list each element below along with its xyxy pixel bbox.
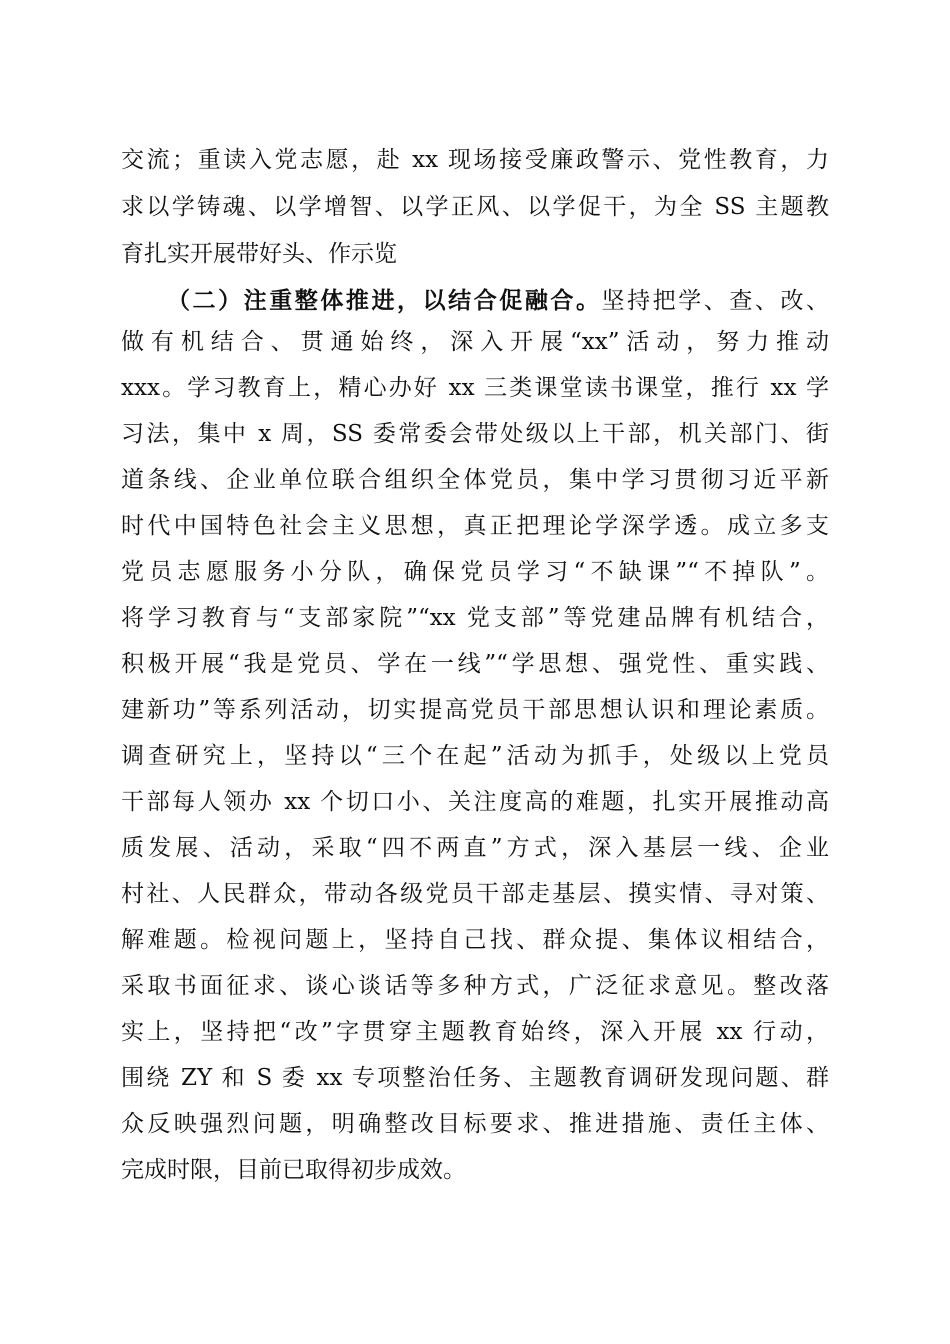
paragraph-2-line: 做有机结合、贯通始终，深入开展“xx”活动，努力推动 <box>121 329 829 355</box>
paragraph-2-line: xxx。学习教育上，精心办好 xx 三类课堂读书课堂，推行 xx 学 <box>121 375 829 401</box>
paragraph-2-line: 习法，集中 x 周，SS 委常委会带处级以上干部，机关部门、街 <box>121 421 829 447</box>
paragraph-2-line: 党员志愿服务小分队，确保党员学习“不缺课”“不掉队”。 <box>121 559 829 585</box>
paragraph-2-line-last: 完成时限，目前已取得初步成效。 <box>121 1157 466 1183</box>
paragraph-2-line: 道条线、企业单位联合组织全体党员，集中学习贯彻习近平新 <box>121 467 829 493</box>
section-heading: （二）注重整体推进，以结合促融合。 <box>167 287 602 314</box>
paragraph-2-line: 众反映强烈问题，明确整改目标要求、推进措施、责任主体、 <box>121 1111 829 1137</box>
section-heading-rest: 坚持把学、查、改、 <box>601 288 830 314</box>
paragraph-2-line: 质发展、活动，采取“四不两直”方式，深入基层一线、企业 <box>121 835 829 861</box>
paragraph-1-line-1: 交流；重读入党志愿，赴 xx 现场接受廉政警示、党性教育，力 <box>121 147 829 173</box>
paragraph-1-line-3: 育扎实开展带好头、作示览 <box>121 241 397 267</box>
paragraph-2-line: 建新功”等系列活动，切实提高党员干部思想认识和理论素质。 <box>121 697 829 723</box>
paragraph-2-line: 村社、人民群众，带动各级党员干部走基层、摸实情、寻对策、 <box>121 881 829 907</box>
paragraph-2-line: 将学习教育与“支部家院”“xx 党支部”等党建品牌有机结合， <box>121 605 829 631</box>
paragraph-2-line: 积极开展“我是党员、学在一线”“学思想、强党性、重实践、 <box>121 651 829 677</box>
paragraph-1-line-2: 求以学铸魂、以学增智、以学正风、以学促干，为全 SS 主题教 <box>121 194 829 220</box>
paragraph-2-line: 采取书面征求、谈心谈话等多种方式，广泛征求意见。整改落 <box>121 973 829 999</box>
paragraph-2-line: 调查研究上，坚持以“三个在起”活动为抓手，处级以上党员 <box>121 743 829 769</box>
paragraph-2-line: 解难题。检视问题上，坚持自己找、群众提、集体议相结合， <box>121 927 829 953</box>
paragraph-2-line: 围绕 ZY 和 S 委 xx 专项整治任务、主题教育调研发现问题、群 <box>121 1065 829 1091</box>
paragraph-2-line: 实上，坚持把“改”字贯穿主题教育始终，深入开展 xx 行动， <box>121 1019 829 1045</box>
paragraph-2-first-line <box>167 281 829 321</box>
paragraph-2-line: 干部每人领办 xx 个切口小、关注度高的难题，扎实开展推动高 <box>121 789 829 815</box>
paragraph-2-line: 时代中国特色社会主义思想，真正把理论学深学透。成立多支 <box>121 513 829 539</box>
